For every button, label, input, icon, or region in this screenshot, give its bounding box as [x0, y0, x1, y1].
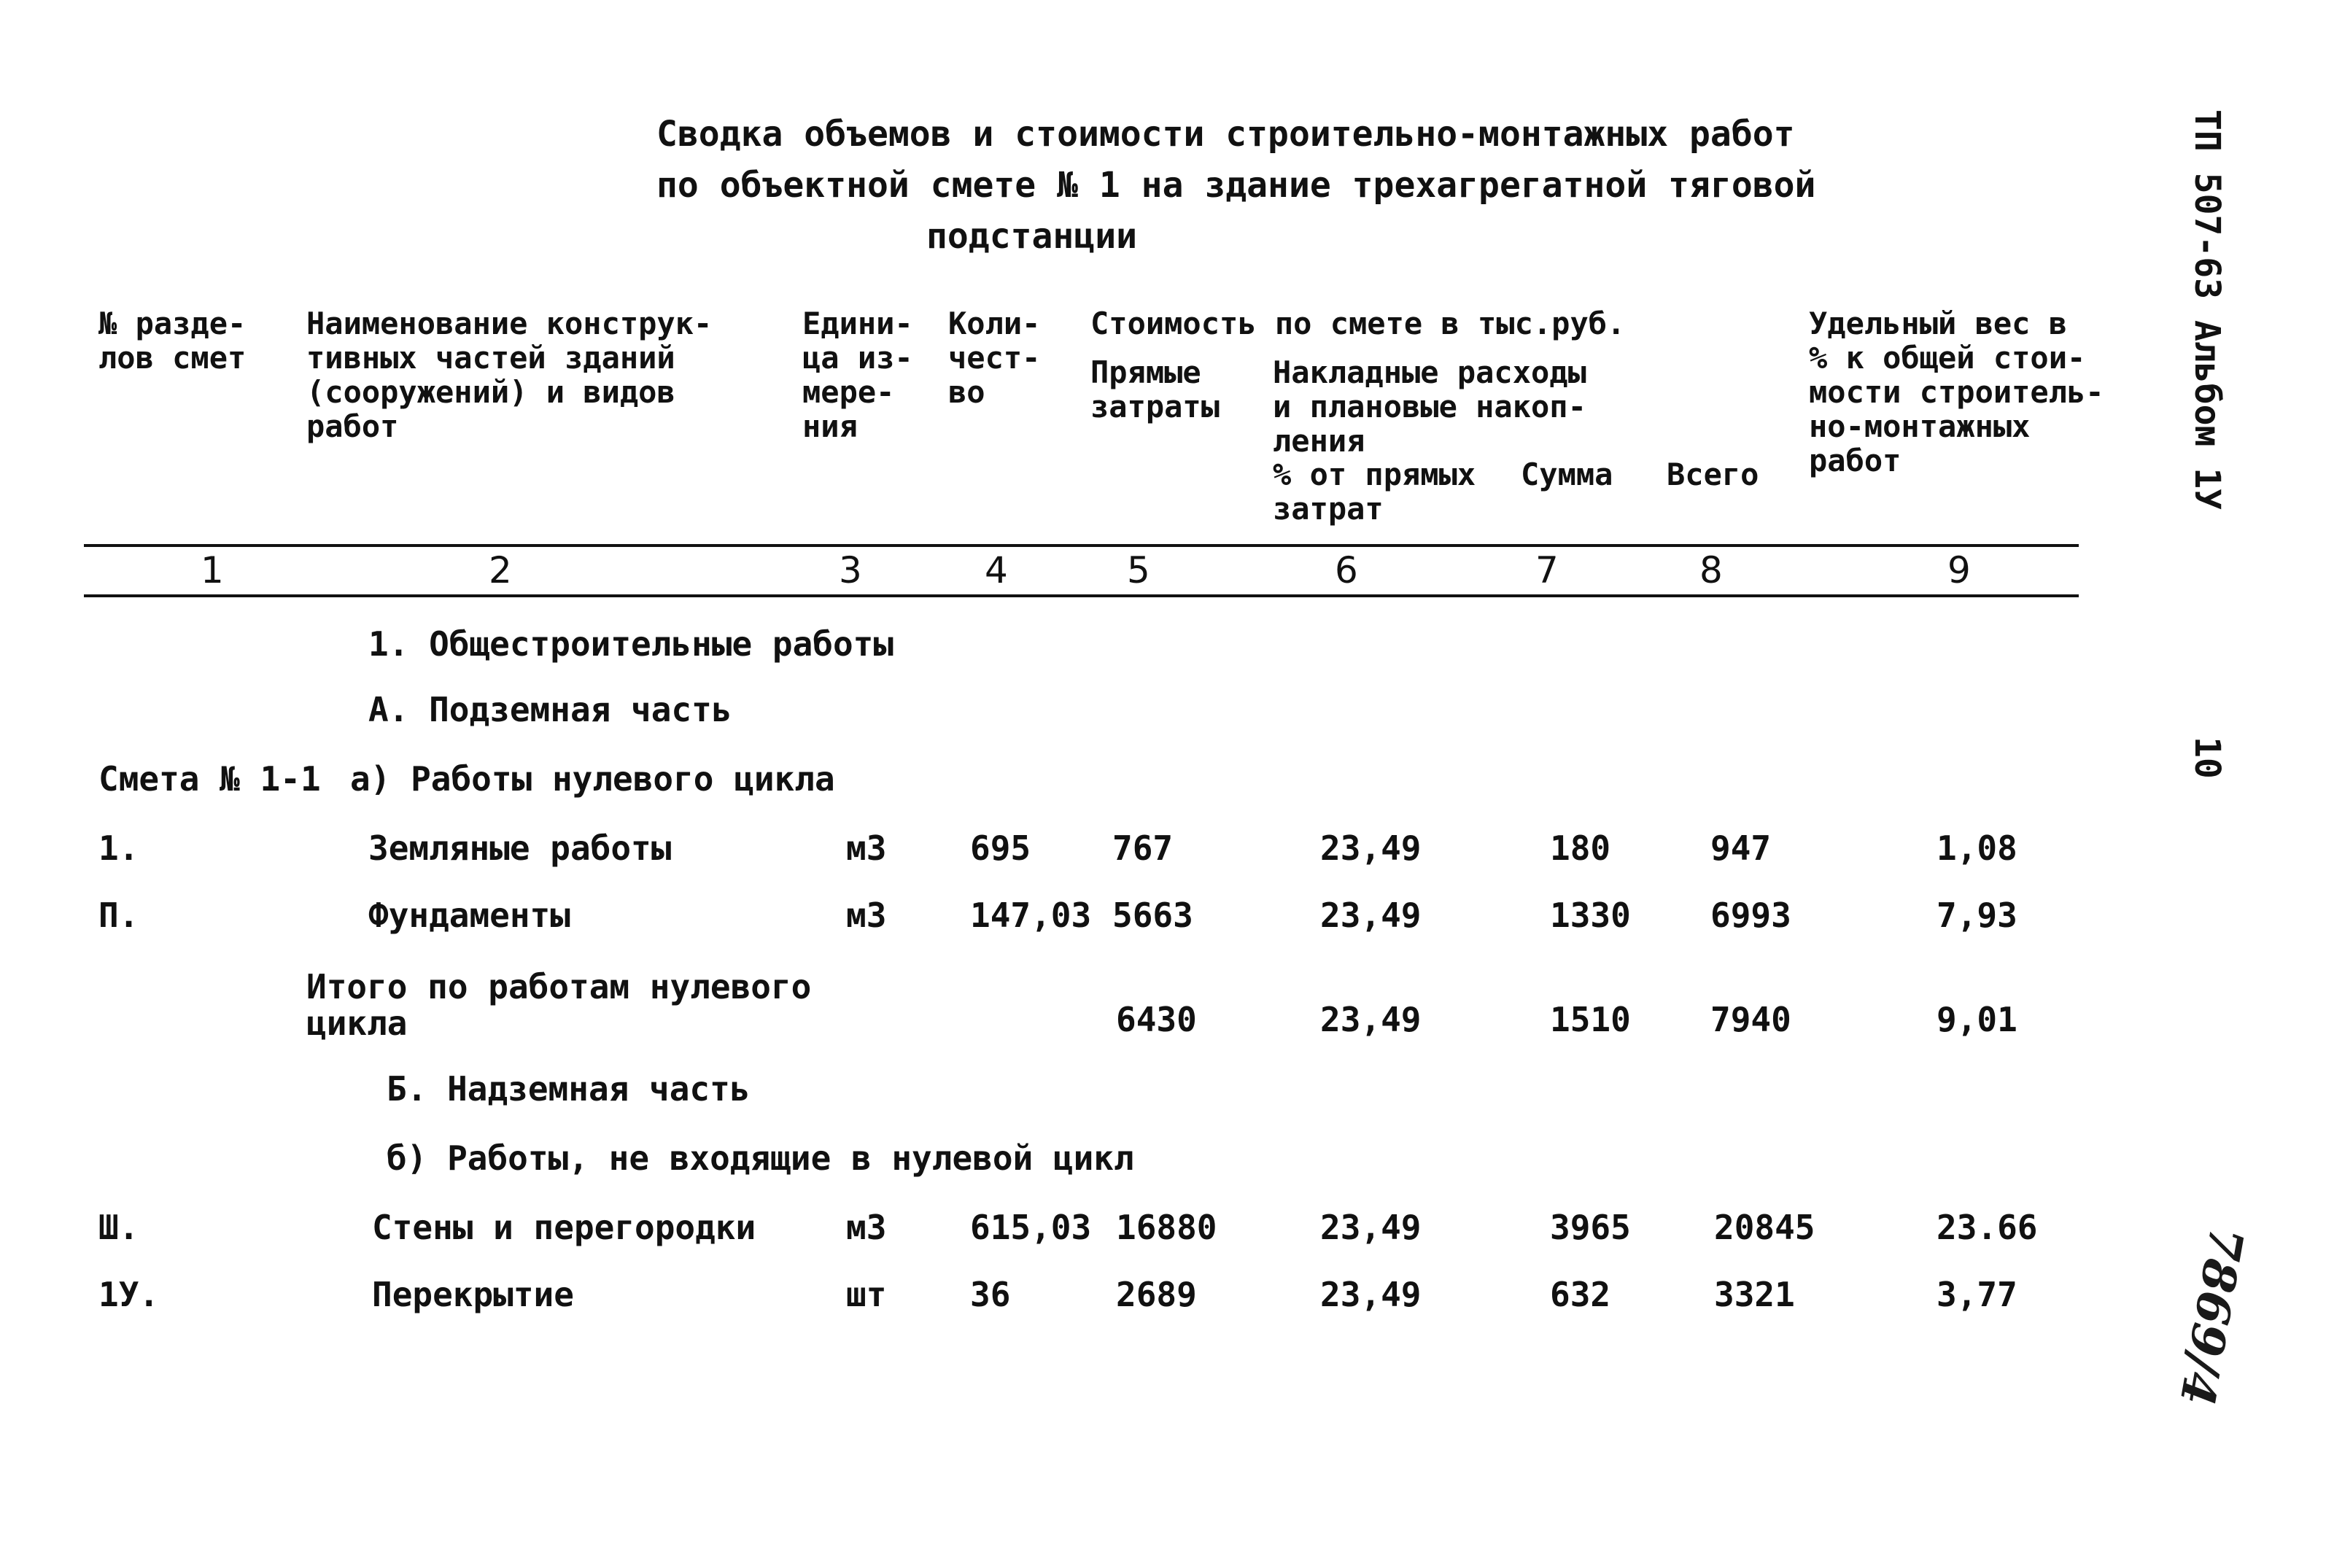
header-share-percent: Удельный вес в % к общей стои- мости строитель- но-монтажных работ — [1809, 306, 2104, 479]
row-overhead-percent: 23,49 — [1320, 828, 1422, 868]
row-overhead-percent: 23,49 — [1320, 896, 1422, 935]
row-total: 6993 — [1710, 896, 1791, 935]
row-quantity: 615,03 — [970, 1208, 1092, 1247]
subtotal-label-line-2: цикла — [306, 1004, 408, 1043]
row-direct-costs: 767 — [1112, 828, 1174, 868]
subtotal-overhead-percent: 23,49 — [1320, 1000, 1422, 1039]
section-non-zero-cycle: б) Работы, не входящие в нулевой цикл — [387, 1138, 1134, 1178]
header-rule-top — [84, 544, 2079, 547]
row-work-name: Перекрытие — [372, 1275, 574, 1314]
title-line-3: подстанции — [926, 216, 1137, 257]
title-line-2: по объектной смете № 1 на здание трехагрегатной тяговой — [656, 165, 1816, 206]
column-number: 9 — [1947, 549, 1971, 591]
row-number: П. — [98, 896, 139, 935]
column-number: 6 — [1335, 549, 1358, 591]
row-quantity: 36 — [970, 1275, 1011, 1314]
row-overhead-sum: 180 — [1550, 828, 1611, 868]
row-total: 947 — [1710, 828, 1772, 868]
column-number: 8 — [1699, 549, 1723, 591]
row-unit: м3 — [846, 828, 887, 868]
subtotal-label-line-1: Итого по работам нулевого — [306, 967, 812, 1006]
row-overhead-sum: 3965 — [1550, 1208, 1631, 1247]
header-overhead-group: Накладные расходы и плановые накоп- ления — [1273, 354, 1586, 459]
header-sum: Сумма — [1521, 457, 1613, 492]
subtotal-share: 9,01 — [1937, 1000, 2017, 1039]
section-general-construction: 1. Общестроительные работы — [368, 624, 894, 664]
document-code: ТП 507-6З Альбом 1У — [2187, 109, 2228, 511]
header-quantity: Коли- чест- во — [948, 306, 1041, 411]
row-number: 1. — [98, 828, 139, 868]
row-share: 23.66 — [1937, 1208, 2038, 1247]
row-quantity: 147,03 — [970, 896, 1092, 935]
header-rule-bottom — [84, 594, 2079, 597]
row-overhead-percent: 23,49 — [1320, 1275, 1422, 1314]
column-number: 3 — [839, 549, 862, 591]
section-above-ground-part: Б. Надземная часть — [387, 1069, 751, 1109]
row-number: 1У. — [98, 1275, 160, 1314]
column-number: 1 — [201, 549, 224, 591]
section-zero-cycle: а) Работы нулевого цикла — [350, 759, 835, 799]
row-unit: м3 — [846, 1208, 887, 1247]
row-share: 3,77 — [1937, 1275, 2017, 1314]
column-number: 2 — [489, 549, 512, 591]
column-number: 7 — [1535, 549, 1559, 591]
title-line-1: Сводка объемов и стоимости строительно-монтажных работ — [656, 114, 1795, 155]
header-total: Всего — [1667, 457, 1759, 492]
row-direct-costs: 2689 — [1116, 1275, 1197, 1314]
header-direct-costs: Прямые затраты — [1090, 354, 1220, 425]
row-overhead-percent: 23,49 — [1320, 1208, 1422, 1247]
row-work-name: Фундаменты — [368, 896, 570, 935]
column-number: 5 — [1127, 549, 1150, 591]
row-overhead-sum: 632 — [1550, 1275, 1611, 1314]
column-number: 4 — [985, 549, 1008, 591]
row-unit: м3 — [846, 896, 887, 935]
page-number: 10 — [2187, 737, 2228, 779]
estimate-label: Смета № 1-1 — [98, 759, 321, 799]
row-share: 1,08 — [1937, 828, 2017, 868]
header-section-number: № разде- лов смет — [98, 306, 247, 376]
row-total: 20845 — [1714, 1208, 1815, 1247]
header-percent-of-direct: % от прямых затрат — [1273, 457, 1476, 527]
header-unit: Едини- ца из- мере- ния — [802, 306, 913, 445]
row-unit: шт — [846, 1275, 887, 1314]
row-overhead-sum: 1330 — [1550, 896, 1631, 935]
header-work-name: Наименование конструк- тивных частей зданий (сооружений) и видов работ — [306, 306, 713, 445]
row-quantity: 695 — [970, 828, 1031, 868]
subtotal-total: 7940 — [1710, 1000, 1791, 1039]
row-direct-costs: 5663 — [1112, 896, 1193, 935]
subtotal-direct-costs: 6430 — [1116, 1000, 1197, 1039]
header-cost-group: Стоимость по смете в тыс.руб. — [1090, 306, 1626, 341]
row-direct-costs: 16880 — [1116, 1208, 1217, 1247]
row-total: 3321 — [1714, 1275, 1795, 1314]
handwritten-inventory-number: 7869/4 — [2168, 1222, 2254, 1410]
row-share: 7,93 — [1937, 896, 2017, 935]
row-number: Ш. — [98, 1208, 139, 1247]
subtotal-overhead-sum: 1510 — [1550, 1000, 1631, 1039]
row-work-name: Стены и перегородки — [372, 1208, 756, 1247]
section-underground-part: А. Подземная часть — [368, 690, 732, 729]
row-work-name: Земляные работы — [368, 828, 672, 868]
